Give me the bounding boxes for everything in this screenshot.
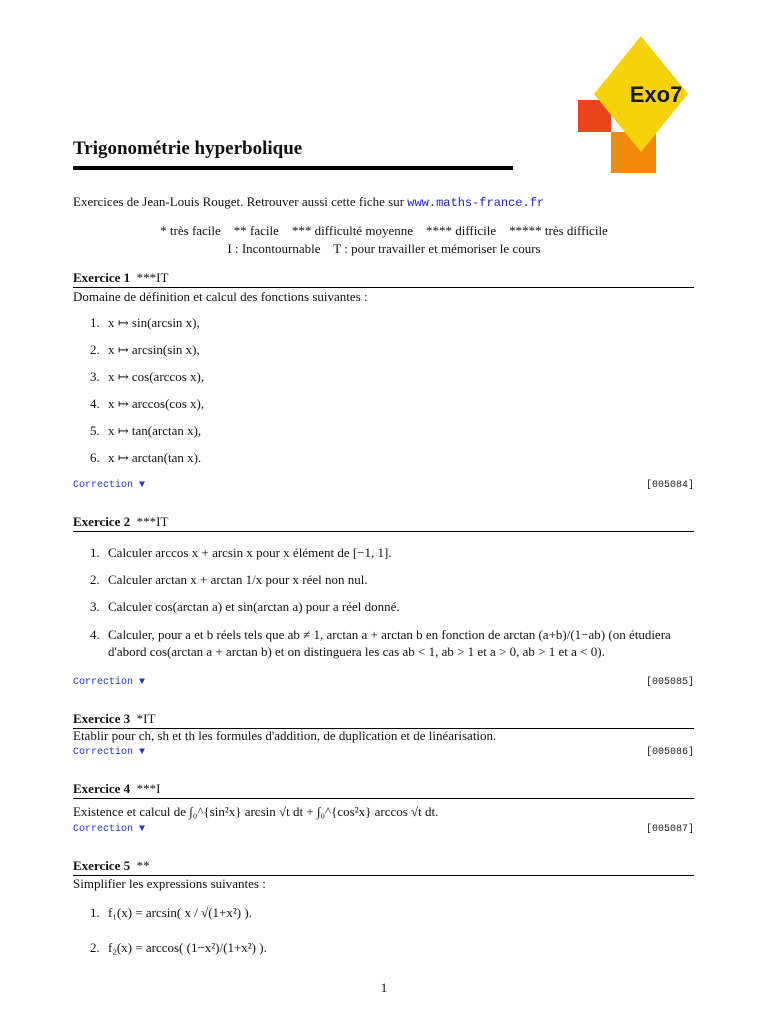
exercise-1-item-5: 5. x ↦ tan(arctan x),	[90, 423, 202, 438]
exercise-1-item-4: 4. x ↦ arccos(cos x),	[90, 396, 205, 411]
exercise-2-code: [005085]	[645, 677, 694, 688]
title-rule	[73, 166, 513, 170]
exercise-5-header	[73, 858, 694, 876]
exercise-3-header	[73, 711, 694, 729]
page-number: 1	[380, 980, 388, 995]
exercise-3-code: [005086]	[645, 747, 694, 758]
exercise-4-text: Existence et calcul de ∫₀^{sin²x} arcsin √t dt + ∫₀^{cos²x} arccos √t dt.	[73, 804, 439, 819]
exercise-2-tag: ***IT	[136, 514, 169, 529]
exercise-2-header	[73, 514, 694, 532]
exercise-1-label: Exercice 1	[73, 270, 131, 285]
exercise-4-header	[73, 781, 694, 799]
exercise-1-header	[73, 270, 694, 288]
exercise-5-item-2: 2. f₂(x) = arccos( (1−x²)/(1+x²) ).	[90, 940, 267, 955]
exercise-2-label: Exercice 2	[73, 514, 131, 529]
exercise-2-correction-link[interactable]: Correction ▼	[73, 677, 146, 688]
exercise-1-tag: ***IT	[136, 270, 169, 285]
exercise-2-item-3: 3. Calculer cos(arctan a) et sin(arctan a) pour a réel donné.	[90, 599, 400, 614]
tag-legend: I : Incontournable T : pour travailler et mémoriser le cours	[227, 241, 541, 256]
exercise-1-item-6: 6. x ↦ arctan(tan x).	[90, 450, 202, 465]
exercise-1-correction-link[interactable]: Correction ▼	[73, 480, 146, 491]
maths-france-link[interactable]: www.maths-france.fr	[407, 196, 545, 210]
exercise-2-item-2: 2. Calculer arctan x + arctan 1/x pour x réel non nul.	[90, 572, 368, 587]
page-title: Trigonométrie hyperbolique	[73, 138, 303, 159]
intro-text: Exercices de Jean-Louis Rouget. Retrouver aussi cette fiche sur	[73, 194, 408, 209]
exercise-3-label: Exercice 3	[73, 711, 131, 726]
exercise-5-item-1: 1. f₁(x) = arcsin( x / √(1+x²) ).	[90, 905, 252, 920]
exercise-4-tag: ***I	[136, 781, 161, 796]
difficulty-legend: * très facile ** facile *** difficulté moyenne **** difficile ***** très difficile	[160, 223, 608, 238]
exercise-1-text: Domaine de définition et calcul des fonctions suivantes :	[73, 289, 368, 304]
exercise-1-item-3: 3. x ↦ cos(arccos x),	[90, 369, 205, 384]
exercise-3-tag: *IT	[136, 711, 156, 726]
intro-line	[73, 194, 544, 210]
exercise-5-text: Simplifier les expressions suivantes :	[73, 876, 266, 891]
exercise-3-correction-link[interactable]: Correction ▼	[73, 747, 146, 758]
logo-text: Exo7	[629, 82, 683, 107]
exercise-5-label: Exercice 5	[73, 858, 131, 873]
exercise-1-item-1: 1. x ↦ sin(arcsin x),	[90, 315, 200, 330]
exercise-2-item-4: 4. Calculer, pour a et b réels tels que ab ≠ 1, arctan a + arctan b en fonction de arctan (a+b)/(1−ab) (on étudiera d'abord cos(arctan a + arctan b) et on distinguera les cas ab < 1, ab > 1 et a > 0, ab > 1 et a < 0).	[90, 627, 671, 659]
exercise-2-item-1: 1. Calculer arccos x + arcsin x pour x élément de [−1, 1].	[90, 545, 392, 560]
exercise-4-label: Exercice 4	[73, 781, 131, 796]
exercise-3-text: Etablir pour ch, sh et th les formules d'addition, de duplication et de linéarisation.	[73, 728, 497, 743]
exercise-1-code: [005084]	[645, 480, 694, 491]
exercise-1-item-2: 2. x ↦ arcsin(sin x),	[90, 342, 200, 357]
exercise-4-code: [005087]	[645, 824, 694, 835]
exercise-5-tag: **	[136, 858, 150, 873]
exercise-4-correction-link[interactable]: Correction ▼	[73, 824, 146, 835]
